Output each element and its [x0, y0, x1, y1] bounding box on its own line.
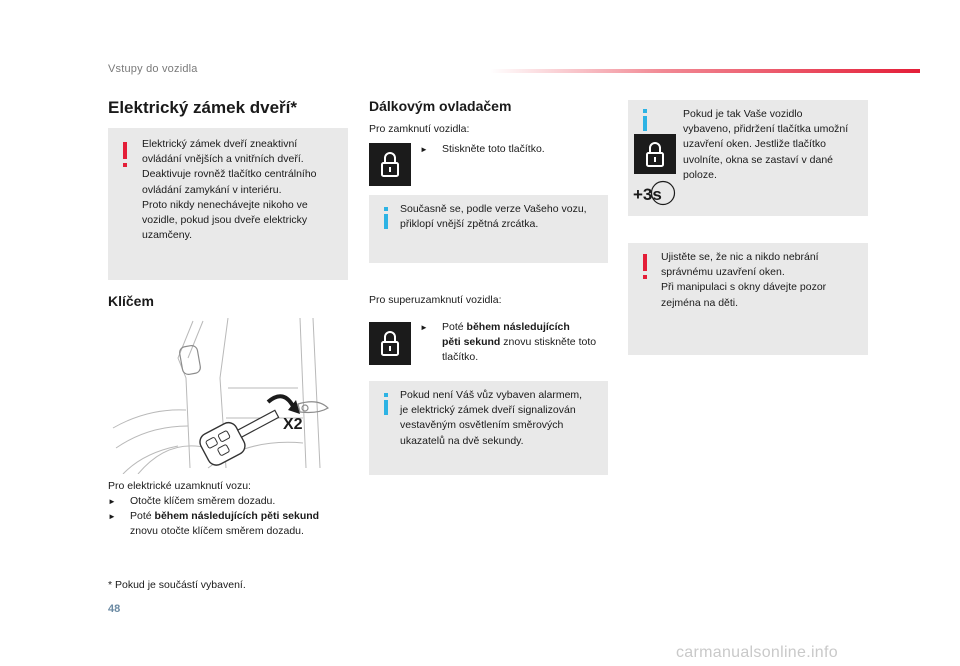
lock-step: ► Stiskněte toto tlačítko. — [420, 143, 545, 155]
info-box-mirrors — [369, 195, 608, 263]
hold-duration-badge — [632, 180, 676, 206]
key-section-title: Klíčem — [108, 293, 154, 309]
info-icon — [640, 109, 650, 131]
bullet-arrow-icon: ► — [420, 145, 428, 154]
bullet-arrow-icon: ► — [108, 497, 116, 506]
superlock-intro: Pro superuzamknutí vozidla: — [369, 294, 502, 306]
info-icon — [381, 207, 391, 229]
key-step-2: ► Poté během následujících pěti sekund znovu otočte klíčem směrem dozadu. — [108, 510, 320, 537]
superlock-step: ► Poté během následujících pěti sekund znovu stiskněte toto tlačítko. — [420, 321, 597, 363]
warning-box-electric-lock — [108, 128, 348, 280]
info-text-mirrors: Současně se, podle verze Vašeho vozu, přiklopí vnější zpětná zrcátka. — [400, 203, 587, 231]
warning-icon — [120, 142, 130, 168]
padlock-icon — [646, 141, 664, 167]
warning-icon — [640, 254, 650, 280]
page-title: Elektrický zámek dveří* — [108, 98, 298, 117]
footnote: * Pokud je součástí vybavení. — [108, 579, 246, 591]
bullet-arrow-icon: ► — [420, 323, 428, 332]
warning-text: Elektrický zámek dveří zneaktivní ovládání vnějších a vnitřních dveří. Deaktivuje rovněž tlačítko centrálního ovládání zamykání v interiéru. Proto nikdy nenechávejte nikoho ve vozidle, pokud jsou dveře elektricky uzamčeny. — [142, 138, 317, 242]
info-icon — [381, 393, 391, 415]
warning-text-windows: Ujistěte se, že nic a nikdo nebrání správnému uzavření oken. Při manipulaci s okny dávejte pozor zejména na děti. — [661, 251, 827, 309]
padlock-icon — [381, 330, 399, 356]
info-box-windows — [628, 100, 868, 216]
key-step-1: ► Otočte klíčem směrem dozadu. — [108, 495, 276, 507]
section-title: Vstupy do vozidla — [108, 63, 198, 75]
bullet-arrow-icon: ► — [108, 512, 116, 521]
remote-section-title: Dálkovým ovladačem — [369, 98, 512, 114]
info-text-windows: Pokud je tak Vaše vozidlo vybaveno, přidržení tlačítka umožní uzavření oken. Jestliže tlačítko uvolníte, okna se zastaví v dané poloze. — [683, 108, 849, 181]
watermark: carmanualsonline.info — [676, 644, 838, 661]
warning-box-windows — [628, 243, 868, 355]
page-number: 48 — [108, 603, 121, 615]
header-divider — [490, 69, 920, 73]
lock-intro: Pro zamknutí vozidla: — [369, 123, 470, 135]
car-door-key-illustration — [108, 318, 348, 474]
lock-button-image — [369, 143, 411, 186]
hold-duration-label: +3s — [633, 185, 662, 204]
info-box-alarm — [369, 381, 608, 475]
padlock-icon — [381, 151, 399, 177]
repeat-label: X2 — [283, 416, 303, 433]
key-intro: Pro elektrické uzamknutí vozu: — [108, 480, 251, 492]
superlock-button-image — [369, 322, 411, 365]
info-text-alarm: Pokud není Váš vůz vybaven alarmem, je elektrický zámek dveří signalizován vestavěným osvětlením směrových ukazatelů na dvě sekundy. — [400, 389, 583, 447]
key-illustration — [108, 318, 348, 474]
window-close-button-image — [634, 134, 676, 174]
